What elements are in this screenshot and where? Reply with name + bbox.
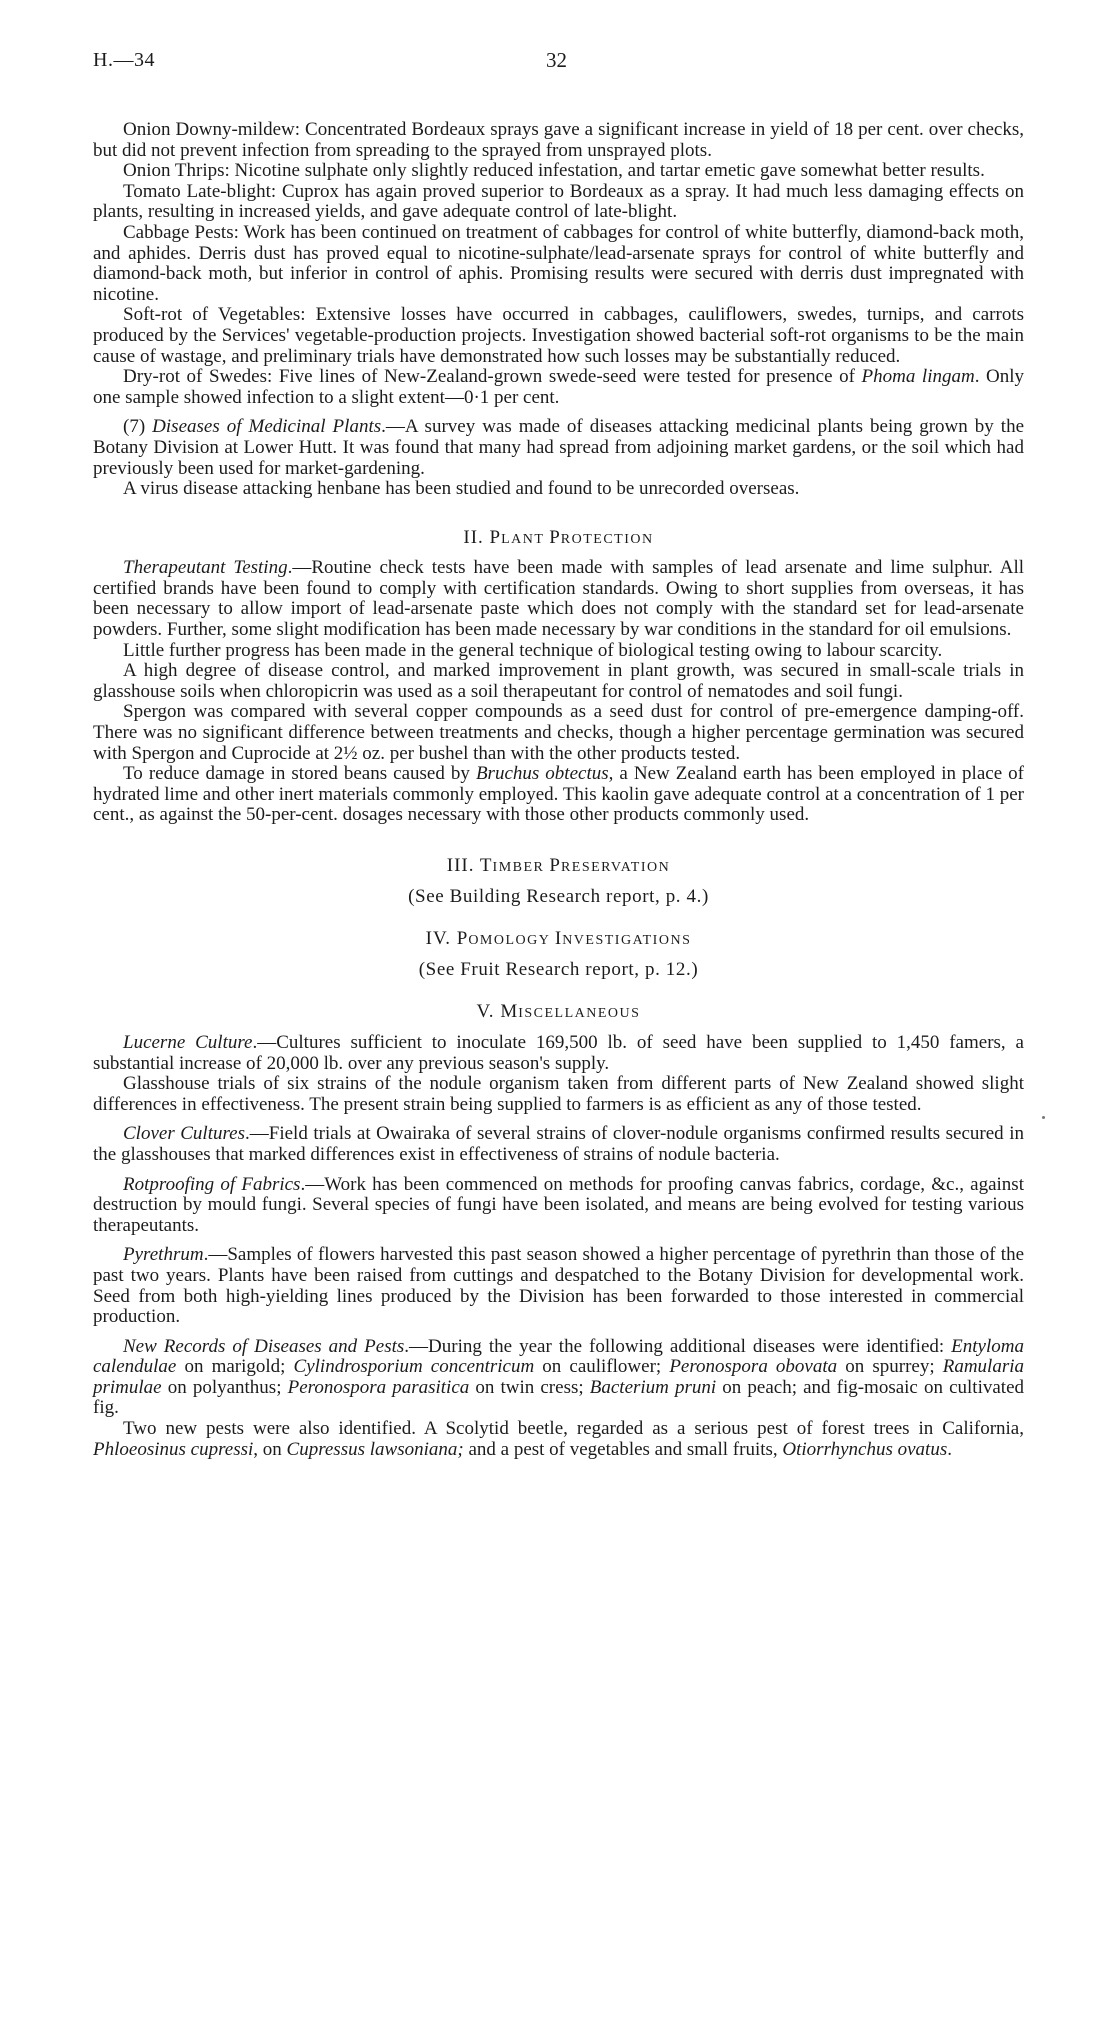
subheading: Diseases of Medicinal Plants <box>152 416 382 438</box>
species-name: Ramularia primulae <box>93 1356 1025 1398</box>
paragraph-rotproofing <box>93 1175 1024 1237</box>
section-smallcaps: ROTECTION <box>560 531 654 547</box>
paragraph-glasshouse-trials <box>93 1074 1024 1115</box>
paragraph-text: on cauliflower; <box>534 1356 670 1378</box>
subheading: Clover Cultures <box>123 1123 246 1145</box>
paragraph-text: Little further progress has been made in the general technique of biological testing owing to labour scarcity. <box>123 639 943 661</box>
section-number: IV. <box>425 928 457 950</box>
page-header <box>93 50 1024 90</box>
paragraph-spergon <box>93 702 1024 764</box>
section-number: V. <box>476 1001 501 1023</box>
section-smallcaps: NVESTIGATIONS <box>562 933 692 949</box>
species-name: Phoma lingam <box>861 366 975 388</box>
paragraph-new-records <box>93 1337 1024 1419</box>
paragraph-text: Work has been continued on treatment of cabbages for control of white butterfly, diamond-back moth, and aphides. Derris dust has proved equal to nicotine-sulphate/lead-arsenate sprays for control of white butterfly and diamond-back moth, but inferior in control of aphis. Promising results were secured with derris dust impregnated with nicotine. <box>93 221 1024 305</box>
paragraph-tomato-late-blight <box>93 182 1024 223</box>
section-initial: P <box>549 526 561 548</box>
subheading: New Records of Diseases and Pests <box>123 1335 405 1357</box>
species-name: Peronospora obovata <box>669 1356 838 1378</box>
paragraph-soft-rot <box>93 305 1024 367</box>
paragraph-text: on twin cress; <box>469 1376 590 1398</box>
section-smallcaps: ISCELLANEOUS <box>518 1006 641 1022</box>
paragraph-lead: Soft-rot of Vegetables: <box>123 304 306 326</box>
paragraph-text: .—Samples of flowers harvested this past season showed a higher percentage of pyrethrin than those of the past two years. Plants have been raised from cuttings and despatched to the Botany Division for developmental work. Seed from both high-yielding lines produced by the Division has been forwarded to those interested in commercial production. <box>93 1244 1024 1328</box>
section-smallcaps: OMOLOGY <box>468 933 555 949</box>
section-number: III. <box>446 855 480 876</box>
section-heading-miscellaneous <box>93 1002 1024 1025</box>
paragraph-text: Dry-rot of Swedes: Five lines of New-Zealand-grown swede-seed were tested for presence of <box>123 366 862 388</box>
section-heading-pomology <box>93 929 1024 952</box>
paragraph-text: (7) <box>123 416 153 438</box>
paragraph-text: .—During the year the following additional diseases were identified: <box>404 1335 952 1357</box>
paragraph-new-pests <box>93 1419 1024 1460</box>
species-name: Bacterium pruni <box>589 1376 717 1398</box>
paragraph-lucerne-culture <box>93 1033 1024 1074</box>
paragraph-text: and a pest of vegetables and small fruits, <box>463 1438 783 1460</box>
paragraph-text: A high degree of disease control, and marked improvement in plant growth, was secured in small-scale trials in glasshouse soils when chloropicrin was used as a soil therapeutant for control of nematodes and soil fungi. <box>93 660 1024 702</box>
paragraph-lead: Tomato Late-blight: <box>123 180 277 202</box>
section-smallcaps: IMBER <box>492 860 550 875</box>
cross-reference-note: (See Building Research report, p. 4.) <box>408 885 709 907</box>
paragraph-onion-thrips <box>93 161 1024 182</box>
paragraph-text: on spurrey; <box>837 1356 943 1378</box>
paragraph-text: .—A survey was made of diseases attacking medicinal plants being grown by the Botany Division at Lower Hutt. It was found that many had spread from adjoining market gardens, or the soil which had previously been used for market-gardening. <box>93 416 1025 479</box>
paragraph-lead: Cabbage Pests: <box>123 221 239 243</box>
paragraph-text: . Only one sample showed infection to a slight extent—0·1 per cent. <box>93 366 1025 408</box>
subheading: Lucerne Culture <box>123 1031 253 1053</box>
paragraph-text: . <box>947 1438 952 1460</box>
paragraph-text: Concentrated Bordeaux sprays gave a significant increase in yield of 18 per cent. over checks, but did not prevent infection from spreading to the sprayed from unsprayed plots. <box>93 119 1024 161</box>
paragraph-text: .—Field trials at Owairaka of several strains of clover-nodule organisms confirmed results secured in the glasshouses that marked differences exist in effectiveness of strains of nodule bacteria. <box>93 1123 1024 1165</box>
paragraph-text: , a New Zealand earth has been employed in place of hydrated lime and other inert materials commonly employed. This kaolin gave adequate control at a concentration of 1 per cent., as against the 50-per-cent. dosages necessary with those other products commonly used. <box>93 763 1024 826</box>
section-number: II. <box>463 526 490 548</box>
paragraph-pyrethrum <box>93 1245 1024 1327</box>
species-name: Peronospora parasitica <box>287 1376 470 1398</box>
paragraph-therapeutant-testing <box>93 558 1024 640</box>
paragraph-text: .—Work has been commenced on methods for proofing canvas fabrics, cordage, &c., against destruction by mould fungi. Several species of fungi have been isolated, and means are being evolved for testing various therapeutants. <box>93 1173 1024 1236</box>
paragraph-text: .—Routine check tests have been made with samples of lead arsenate and lime sulphur. All certified brands have been found to comply with certification standards. Owing to short supplies from overseas, it has been necessary to allow import of lead-arsenate paste which does not comply with the standard set for lead-arsenate powders. Further, some slight modification has been made necessary by war conditions in the standard for oil emulsions. <box>93 557 1025 641</box>
paragraph-chloropicrin <box>93 661 1024 702</box>
cross-reference-note: (See Fruit Research report, p. 12.) <box>418 958 699 980</box>
species-name: Cylindrosporium concentricum <box>293 1356 535 1378</box>
section-initial: M <box>500 1001 519 1023</box>
section-initial: P <box>549 855 561 876</box>
print-speck <box>1042 1116 1045 1119</box>
species-name: Otiorrhynchus ovatus <box>782 1438 948 1460</box>
paragraph-text: Nicotine sulphate only slightly reduced infestation, and tartar emetic gave somewhat better results. <box>229 160 985 182</box>
species-name: Bruchus obtectus <box>475 763 609 785</box>
section-smallcaps: RESERVATION <box>560 860 671 875</box>
paragraph-lead: Onion Thrips: <box>123 160 230 182</box>
paragraph-text: , on <box>253 1438 287 1460</box>
paragraph-text: Glasshouse trials of six strains of the nodule organism taken from different parts of New Zealand showed slight differences in effectiveness. The present strain being supplied to farmers is as efficient as any of those tested. <box>93 1073 1024 1115</box>
subheading: Therapeutant Testing <box>123 557 288 579</box>
paragraph-henbane <box>93 479 1024 500</box>
paragraph-medicinal-plants <box>93 417 1024 479</box>
paragraph-text: on marigold; <box>176 1356 294 1378</box>
paragraph-clover-cultures <box>93 1124 1024 1165</box>
section-smallcaps: LANT <box>501 531 550 547</box>
subheading: Pyrethrum <box>123 1244 204 1266</box>
paragraph-text: on polyanthus; <box>161 1376 288 1398</box>
section-heading-plant-protection <box>93 528 1024 551</box>
species-name: Phloeosinus cupressi <box>93 1438 254 1460</box>
section-initial: P <box>489 526 502 548</box>
paragraph-lead: Onion Downy-mildew: <box>123 119 301 140</box>
paragraph-text: .—Cultures sufficient to inoculate 169,500 lb. of seed have been supplied to 1,450 famers, a substantial increase of 20,000 lb. over any previous season's supply. <box>93 1031 1024 1074</box>
paragraph-text: Two new pests were also identified. A Scolytid beetle, regarded as a serious pest of forest trees in California, <box>123 1418 1024 1440</box>
section-initial: I <box>554 928 563 950</box>
section-initial: T <box>479 855 493 876</box>
paragraph-text: A virus disease attacking henbane has been studied and found to be unrecorded overseas. <box>123 478 800 500</box>
report-reference: H.—34 <box>93 49 155 71</box>
paragraph-onion-downy-mildew <box>93 120 1024 161</box>
species-name: Entyloma calendulae <box>93 1335 1024 1378</box>
section-initial: P <box>456 928 469 950</box>
paragraph-cabbage-pests <box>93 223 1024 305</box>
subheading: Rotproofing of Fabrics <box>123 1173 301 1195</box>
paragraph-text: To reduce damage in stored beans caused by <box>123 763 476 785</box>
species-name: Cupressus lawsoniana; <box>286 1438 464 1460</box>
paragraph-text: Cuprox has again proved superior to Bordeaux as a spray. It had much less damaging effects on plants, resulting in increased yields, and gave adequate control of late-blight. <box>93 180 1024 223</box>
paragraph-text: on peach; and fig-mosaic on cultivated fig. <box>93 1376 1024 1419</box>
paragraph-text: Extensive losses have occurred in cabbages, cauliflowers, swedes, turnips, and carrots produced by the Services' vegetable-production projects. Investigation showed bacterial soft-rot organisms to be the main cause of wastage, and preliminary trials have demonstrated how such losses may be substantially reduced. <box>93 304 1025 367</box>
page-number: 32 <box>546 48 567 72</box>
paragraph-labour-scarcity <box>93 641 1024 662</box>
paragraph-stored-beans <box>93 764 1024 826</box>
section-heading-timber-preservation <box>93 856 1024 879</box>
paragraph-dry-rot-swedes <box>93 367 1024 408</box>
paragraph-text: Spergon was compared with several copper compounds as a seed dust for control of pre-emergence damping-off. There was no significant difference between treatments and checks, though a higher percentage germination was secured with Spergon and Cuprocide at 2½ oz. per bushel than with the other products tested. <box>93 701 1024 764</box>
